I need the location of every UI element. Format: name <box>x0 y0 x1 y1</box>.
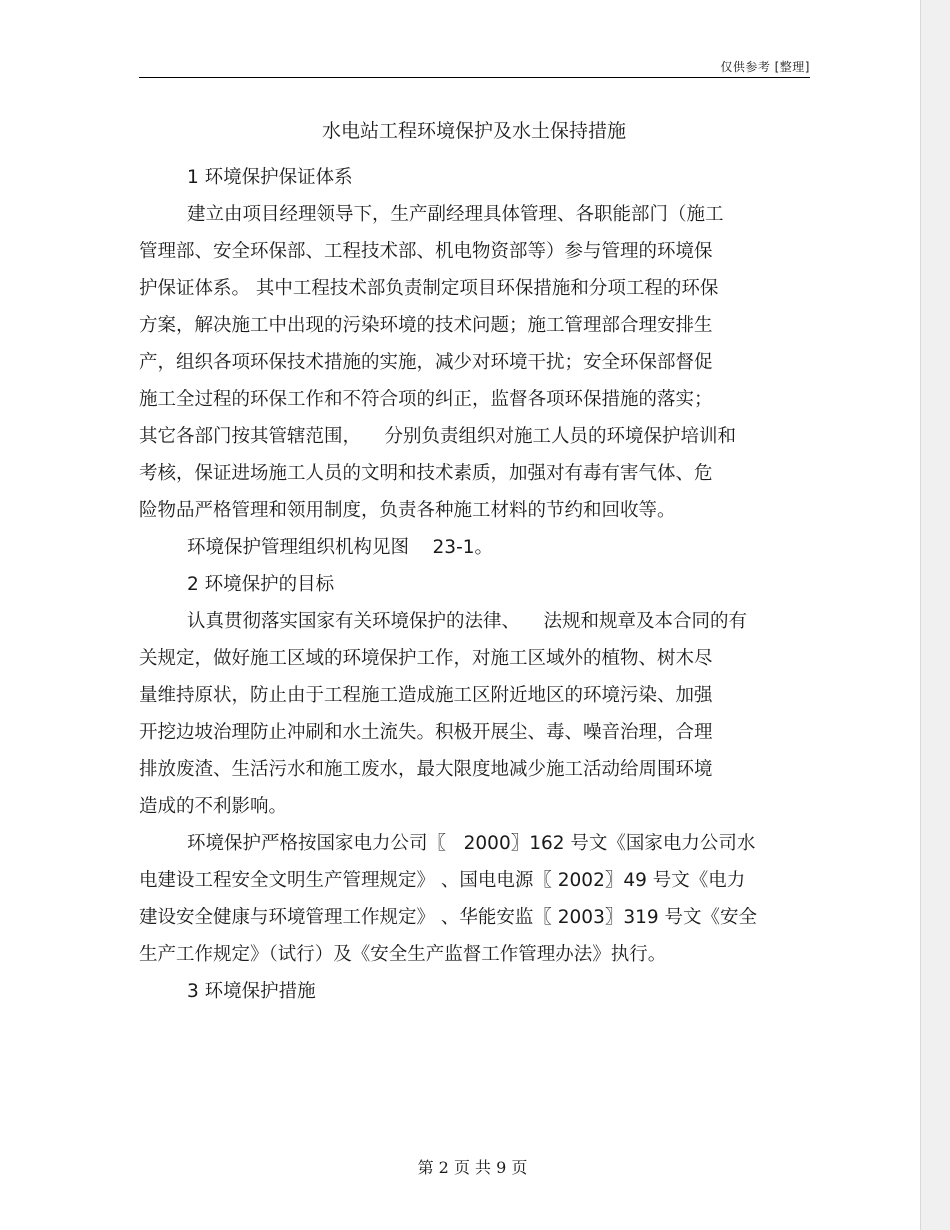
paragraph-line: 环境保护管理组织机构见图 23-1。 <box>187 537 494 558</box>
paragraph-line: 排放废渣、生活污水和施工废水，最大限度地减少施工活动给周围环境 <box>139 759 713 780</box>
paragraph-line: 认真贯彻落实国家有关环境保护的法律、 法规和规章及本合同的有 <box>187 611 748 632</box>
paragraph-line: 施工全过程的环保工作和不符合项的纠正，监督各项环保措施的落实； <box>139 389 713 410</box>
section-heading-1: 1 环境保护保证体系 <box>187 167 353 188</box>
paragraph-line: 险物品严格管理和领用制度，负责各种施工材料的节约和回收等。 <box>139 500 676 521</box>
title-spacer <box>139 149 819 159</box>
paragraph-line: 造成的不利影响。 <box>139 796 288 817</box>
paragraph-line: 建设安全健康与环境管理工作规定》 、华能安监〖 2003〗319 号文《安全 <box>139 907 758 928</box>
paragraph-line: 产，组织各项环保技术措施的实施，减少对环境干扰；安全环保部督促 <box>139 352 713 373</box>
paragraph-line: 其它各部门按其管辖范围， 分别负责组织对施工人员的环境保护培训和 <box>139 426 737 447</box>
paragraph-line: 护保证体系。 其中工程技术部负责制定项目环保措施和分项工程的环保 <box>139 278 719 299</box>
header-note: 仅供参考 [整理] <box>720 60 810 74</box>
section-heading-2: 2 环境保护的目标 <box>187 574 335 595</box>
paragraph-line: 电建设工程安全文明生产管理规定》 、国电电源〖 2002〗49 号文《电力 <box>139 870 746 891</box>
paragraph-line: 量维持原状，防止由于工程施工造成施工区附近地区的环境污染、加强 <box>139 685 713 706</box>
paragraph-line: 建立由项目经理领导下，生产副经理具体管理、各职能部门（施工 <box>187 204 724 225</box>
paragraph-line: 生产工作规定》（试行）及《安全生产监督工作管理办法》执行。 <box>139 944 667 965</box>
header-divider <box>139 77 810 78</box>
page-number-footer: 第 2 页 共 9 页 <box>417 1158 528 1177</box>
paragraph-line: 管理部、安全环保部、工程技术部、机电物资部等）参与管理的环境保 <box>139 241 713 262</box>
document-body <box>139 113 819 1010</box>
paragraph-line: 环境保护严格按国家电力公司〖 2000〗162 号文《国家电力公司水 <box>187 833 756 854</box>
paragraph-line: 开挖边坡治理防止冲刷和水土流失。积极开展尘、毒、噪音治理，合理 <box>139 722 713 743</box>
document-title: 水电站工程环境保护及水土保持措施 <box>321 120 626 142</box>
paragraph-line: 关规定，做好施工区域的环境保护工作，对施工区域外的植物、树木尽 <box>139 648 713 669</box>
section-heading-3: 3 环境保护措施 <box>187 981 316 1002</box>
paragraph-line: 方案，解决施工中出现的污染环境的技术问题；施工管理部合理安排生 <box>139 315 713 336</box>
paragraph-line: 考核，保证进场施工人员的文明和技术素质，加强对有毒有害气体、危 <box>139 463 713 484</box>
